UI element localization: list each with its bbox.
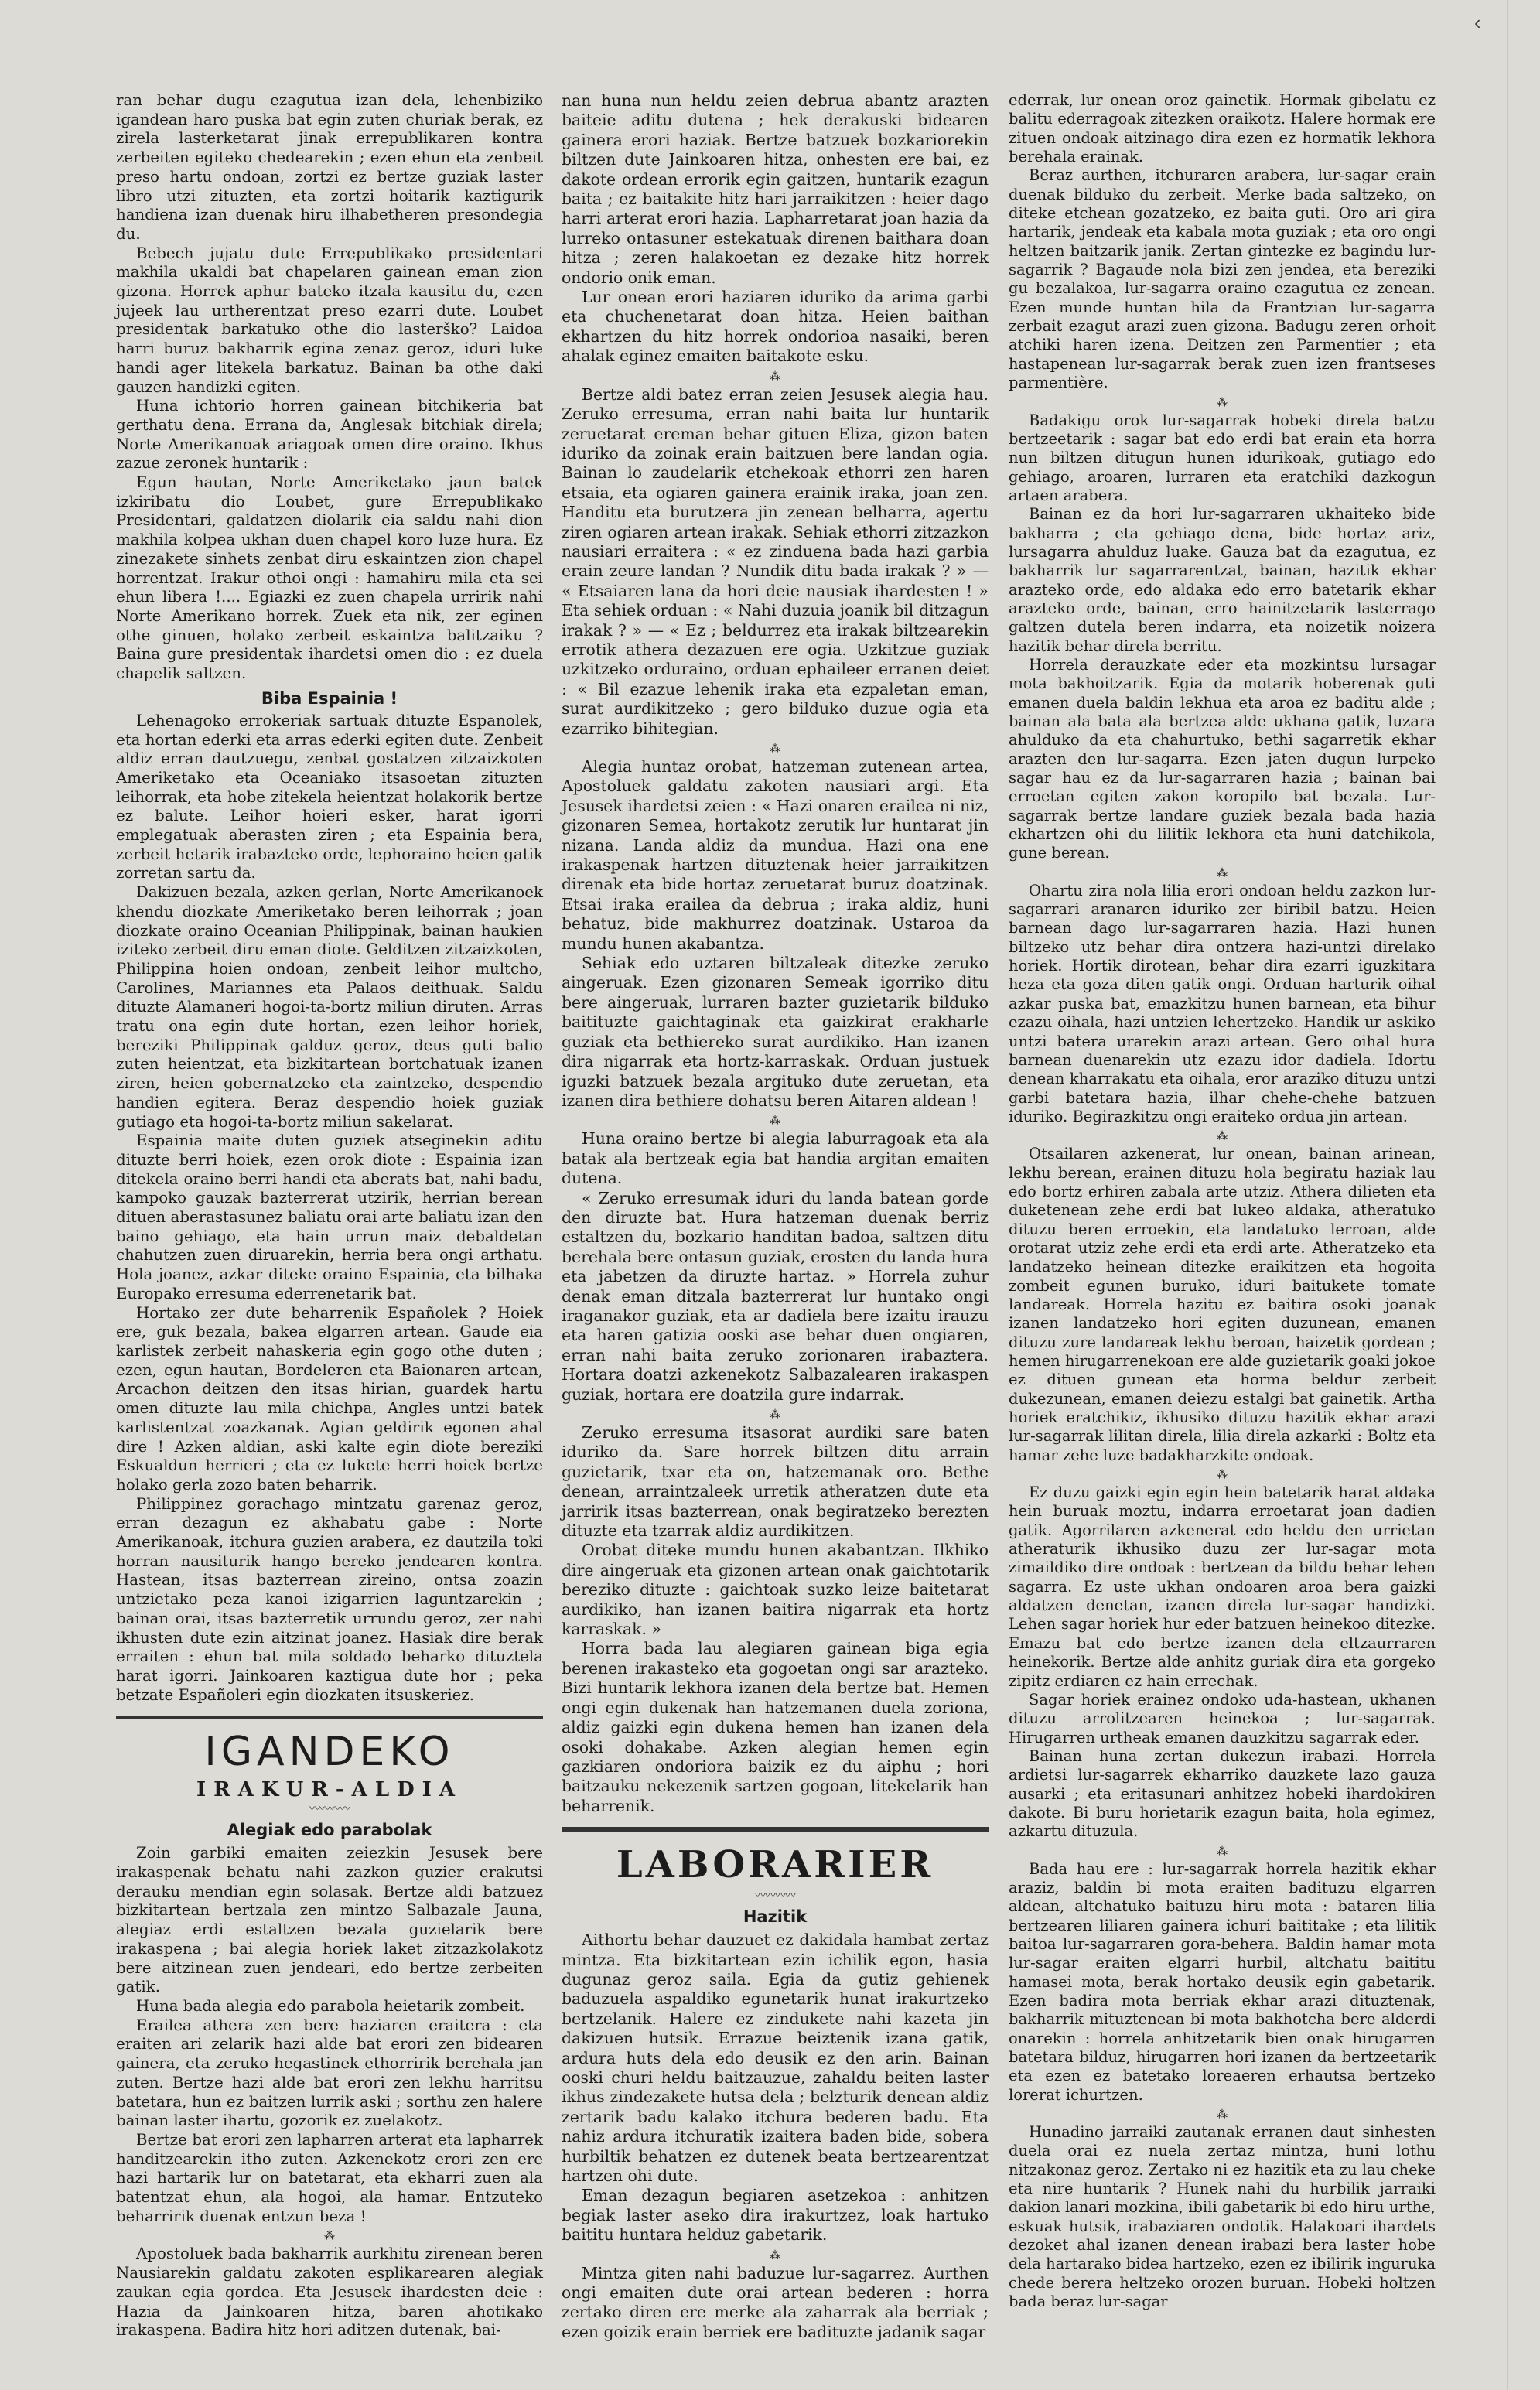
article-paragraph: Dakizuen bezala, azken gerlan, Norte Amerikanoek khendu diozkate Ameriketako beren leihorrak ; joan diozkate oraino Oceanian Philippinak, bainan haukien iziteko zerbeit diru eman diote. Gelditzen zitzaizkoten, Philippina hoien ondoan, zenbeit leihor multcho, Carolines, Mariannes eta Palaos deithuak. Saldu dituzte Alamaneri hogoi-ta-bortz miliun diruten. Arras tratu ona egin dute hortan, ezen leihor horiek, bereziki Philippinak galduz geroz, deus guti balio zuten heientzat, eta bizkitartean bortchatuak izanen ziren, heien gobernatzeko eta zaintzeko, despendio handien egitera. Beraz despendio hoiek guziak gutiago eta hogoi-ta-bortz miliun sakelarat. — [116, 883, 543, 1131]
decorative-swash: 〰〰〰〰 — [755, 1890, 795, 1903]
section-divider-asterism: ⁂ — [1217, 1469, 1228, 1482]
article-paragraph: Hortako zer dute beharrenik Españolek ? Hoiek ere, guk bezala, bakea elgarren artean. Gaude eia karlistek zerbeit nahaskeria egin gogo othe duten ; ezen, egun hautan, Bordeleren eta Baionaren artean, Arcachon deitzen den itsas hirian, guardek hartu omen dituzte lau mila chichpa, Angles untzi batek karlistentzat zoazkanak. Agian geldirik egonen ahal dire ! Azken aldian, aski kalte egin diote bereziki Eskualdun herrieri ; eta ez lukete herri hoiek bertze holako gerla zozo baten beharrik. — [116, 1303, 543, 1494]
section-divider-asterism: ⁂ — [770, 1408, 780, 1421]
article-paragraph: Sehiak edo uztaren biltzaleak ditezke zeruko aingeruak. Ezen gizonaren Semeak igorriko ditu bere aingeruak, lurraren bazter guzietarik bilduko baitituzte gaichtaginak eta gaizkirat erakharle guziak eta bethiereko surat aurdikiko. Han izanen dira nigarrak eta hortz-karraskak. Orduan justuek iguzki batzuek bezala argituko dute zeruetan, eta izanen dira bethiere dohatsu beren Aitaren aldean ! — [562, 954, 989, 1110]
article-paragraph: Lur onean erori haziaren iduriko da arima garbi eta chuchenetarat doan hitza. Heien baithan ekhartzen du hitz horrek ondorioa nasaiki, beren ahalak eginez emaiten baitakote esku. — [562, 288, 989, 366]
section-divider-asterism: ⁂ — [770, 1115, 780, 1128]
article-paragraph: Bertze aldi batez erran zeien Jesusek alegia hau. Zeruko erresuma, erran nahi baita lur huntarik zeruetarat ereman behar gituen Eliza, gizon baten iduriko da zoinak erain baitzuen bere landan ogia. Bainan lo zaudelarik etchekoak ethorri zen haren etsaia, eta ogiaren gainera erainik iraka, joan zen. Handitu eta burutzera jin zenean belharra, agertu ziren ogiaren artean irakak. Sehiak ethorri zitzazkon nausiari erraitera : « ez zinduena bada hazi garbia erain zeure landan ? Nundik ditu bada irakak ? » — « Etsaiaren lana da hori deie nausiak ihardesten ! » Eta sehiek orduan : « Nahi duzuia joanik bil ditzagun irakak ? » — « Ez ; beldurrez eta irakak biltzearekin errotik athera dezazuen ere ogia. Uzkitzue guziak uzkitzeko orduraino, orduan ephaileer erranen deiet : « Bil ezazue lehenik iraka eta ezpaletan eman, surat aurdikitzeko ; gero bilduko duzue ogia eta ezarriko bihitegian. — [562, 384, 989, 738]
article-paragraph: Hunadino jarraiki zautanak erranen daut sinhesten duela orai ez nuela zertaz mintza, huni lothu nitzakonaz geroz. Zertako ni ez hazitik eta zu lau cheke eta nire huntarik ? Hunek nahi du hurbilik jarraiki dakion lanari mozkina, ibili gabetarik bi edo hiru urthe, eskuak hutsik, irabaziaren ondotik. Halakoari ihardets dezoket ahal izanen denean irabazi bera laster hobe dela hartarako bidea hartzeko, ezen ez ibilirik inguruka chede berera heltzeko orozen buruan. Hobeki holtzen bada beraz lur-sagar — [1009, 2123, 1436, 2311]
decorative-swash: 〰〰〰〰 — [309, 1803, 350, 1816]
article-paragraph: Aithortu behar dauzuet ez dakidala hambat zertaz mintza. Eta bizkitartean ezin ichilik egon, hasia dugunaz geroz saila. Egia da gutiz gehienek baduzuela aspaldiko egunetarik hunat irakurtzeko bertzelanik. Halere ez zindukete nahi kazeta jin dakizuen hutsik. Errazue beiztenik izana gatik, ardura huts dela edo deusik ez den arin. Bainan ooski churi heldu baitzauzue, zahaldu beiten laster ikhus zindezakete hutsa dela ; belzturik denean aldiz zertarik badu kalako itchura bederen badu. Eta nahiz ardura itchuratik izaitera baden bide, sobera hurbiltik behatzen ez dutenek beata bertzearentzat hartzen ohi dute. — [562, 1931, 989, 2185]
page-corner-mark: ‹ — [1474, 11, 1481, 34]
article-paragraph: Bebech jujatu dute Errepublikako presidentari makhila ukaldi bat chapelaren gainean eman zion gizona. Horrek aphur bateko itzala kausitu du, ezen jujeek lau urtherentzat preso ezarri dute. Loubet presidentak barkatuko othe dio lasterško? Laidoa harri buruz bakharrik egina zenaz geroz, iduri luke handi ager litekela barkatuz. Bainan ba othe daki gauzen handizki egiten. — [116, 244, 543, 396]
column-2 — [562, 91, 989, 2342]
article-paragraph: Huna bada alegia edo parabola heietarik zombeit. — [136, 1996, 525, 2015]
article-paragraph: Espainia maite duten guziek atseginekin aditu dituzte berri hoiek, ezen orok diote : Espainia izan ditekela oraino berri handi eta aberats bat, nahi badu, kampoko gauzak bazterrerat utzirik, herrian berean dituen aberastasunez baliatu orai arte baliatu izan den baino gehiago, eta hain urrun maiz debaldetan chahutzen zuen diruarekin, herria bera ongi arthatu. Hola joanez, azkar ditekе oraino Espainia, eta bilhaka Europako erresuma ederrenetarik bat. — [116, 1132, 543, 1303]
article-paragraph: ran behar dugu ezagutua izan dela, lehenbiziko igandean haro puska bat egin zuten churiak berak, ez zirela lasterketarat jinak errepublikaren kontra zerbeiten egiteko chedearekin ; ezen ehun eta zenbeit preso hartu ondoan, zortzi ez bertze guziak laster libro utzi zituzten, eta zortzi hoitarik kaztigurik handiena izan duenak hiru ilhabetheren presondegia du. — [116, 91, 543, 243]
section-masthead: IGANDEKO — [204, 1729, 455, 1776]
article-title: Hazitik — [743, 1907, 808, 1927]
section-divider-asterism: ⁂ — [1217, 2108, 1228, 2122]
article-paragraph: Egun hautan, Norte Ameriketako jaun batek izkiribatu dio Loubet, gure Errepublikako Presidentari, galdatzen diolarik eia saldu nahi dion makhila kolpea ukhan duen chapel koro luze hura. Ez zinezakete sinhets zenbat diru eskaintzen zion chapel horrentzat. Irakur othoi ongi : hamahiru mila eta sei ehun libera !.... Egiazki ez zuen chapela urririk nahi Norte Amerikano horrek. Zuek eta nik, zer eginen othe ginuen, holako zerbeit eskaintza balitzaiku ? Baina gure presidentak ihardetsi omen dio : ez duela chapelik saltzen. — [116, 473, 543, 683]
article-paragraph: Erailea athera zen bere haziaren eraitera : eta eraiten ari zelarik hazi alde bat erori zen bidearen gainera, eta zeruko hegastinek ethorririk berehala jan zuten. Bertze hazi alde bat erori zen lekhu harritsu batetara, hun ez baitzen lurrik aski ; sorthu zen halere bainan laster ihartu, gozorik ez zuelakotz. — [116, 2016, 543, 2130]
article-paragraph: Huna oraino bertze bi alegia laburragoak eta ala batak ala bertzeak egia bat handia argitan emaiten dutena. — [562, 1129, 989, 1188]
article-paragraph: Zeruko erresuma itsasorat aurdiki sare baten iduriko da. Sare horrek biltzen ditu arrain guzietarik, txar eta on, hatzemanak oro. Bethe denean, arraintzaleek urretik atheratzen dute eta jarririk itsas bazterrean, onak begiratzeko berezten dituzte eta tzarrak aldiz aurdikitzen. — [562, 1423, 989, 1541]
article-paragraph: Lehenagoko errokeriak sartuak dituzte Espanolek, eta hortan ederki eta arras ederki egiten dute. Zenbeit aldiz erran dautzuegu, zenbat gostatzen zitzaizkoten Ameriketako eta Oceaniako itsasoetan zituzten leihorrak, eta hobe zitekela heientzat holakorik bertze ez balute. Leihor hoieri esker, harat igorri emplegatuak aberasten ziren ; eta Espainia bera, zerbeit hetarik irabazteko orde, lephoraino heien gatik zorretan sartu da. — [116, 711, 543, 883]
article-paragraph: Alegia huntaz orobat, hatzeman zutenean artea, Apostoluek galdatu zakoten nausiari argi. Eta Jesusek ihardetsi zeien : « Hazi onaren erailea ni niz, gizonaren Semea, hortakotz zerutik lur huntarat jin nizana. Landa aldiz da mundua. Hazi ona ene irakaspenak hartzen dituztenak heier jarraikitzen direnak eta bide hortaz zeruetarat buruz doatzinak. Etsai iraka erailea da debrua ; iraka aldiz, huni behatuz, bide makhurrez doatzinak. Ustaroa da mundu hunen akabantza. — [562, 757, 989, 953]
article-paragraph: ederrak, lur onean oroz gainetik. Hormak gibelatu ez balitu ederragoak zitezken oraikotz. Halere hormak ere zituen ondoak aitzinago dira ezen ez hormatik lekhora berehala erainak. — [1009, 91, 1436, 166]
section-subtitle: IRAKUR-ALDIA — [196, 1778, 463, 1802]
article-paragraph: Ez duzu gaizki egin egin hein batetarik harat aldaka hein buruak moztu, indarra erroetarat joan dadien gatik. Agorrilaren azkenerat edo heldu den urrietan atheraturik ikhusiko duzu zer lur-sagar mota zimaildiko dire ondoak : bertzean da bildu behar lehen sagarra. Ez uste ukhan ondoaren aroa bera gaizki aldatzen denetan, izanen direla lur-sagar handizki. Lehen sagar horiek hur eder batzuen heinekoo ditezke. Emazu bat edo bertze izanen dela eltzaurraren heinekorik. Bertze alde anhitz guriak dira eta gorgeko zipitz erdiaren ez hain errechak. — [1009, 1484, 1436, 1690]
article-paragraph: Apostoluek bada bakharrik aurkhitu zirenean beren Nausiarekin galdatu zakoten esplikarearen alegiak zaukan egia gordea. Eta Jesusek ihardesten deie : Hazia da Jainkoaren hitza, baren ahotikako irakaspena. Badira hitz hori aditzen dutenak, bai- — [116, 2245, 543, 2340]
article-paragraph: Horrela derauzkate eder eta mozkintsu lursagar mota bakhoitzarik. Egia da motarik hoberenak guti emanen duela baldin lekhua eta aroa ez baditu alde ; bainan ala bata ala bertzea alde ukhana gatik, luzara ahulduko da eta chahurtuko, bethi sagarretik ekhar arazten den lur-sagarra. Ezen jaten dugun lurpeko sagar hau ez da lur-sagarraren hazia ; bainan bai erroetan egiten zakon koropilo bat bezala. Lur-sagarrak bertze landare guziek bezala bada hazia ekhartzen ohi du lilitik lekhora eta huni datchikola, gune berean. — [1009, 655, 1436, 862]
article-paragraph: Huna ichtorio horren gainean bitchikeria bat gerthatu dena. Errana da, Anglesak bitchiak direla; Norte Amerikanoak ariagoak omen dire oraino. Ikhus zazue zeronek huntarik : — [116, 397, 543, 473]
article-title: Alegiak edo parabolak — [227, 1821, 432, 1840]
section-divider-asterism: ⁂ — [1217, 866, 1228, 879]
article-paragraph: Philippinez gorachago mintzatu garenaz geroz, erran dezagun ez akhabatu gabe : Norte Amerikanoak, itchura guzien arabera, ez dautzila toki horran nausiturik hango bereko jendearen kontra. Hastean, itsas bazterrean zireino, ontsa zoazin untzietako peza kanoi izigarrien laguntzarekin ; bainan orai, itsas bazterretik urrundu geroz, zer nahi ikhusten dute ezin aitzinat joanez. Hasiak dire berak erraiten : ehun bat mila soldado beharko dituztela harat igorri. Jainkoaren kaztigua dute hor ; peka betzate Españoleri egin diozkaten itsuskeriez. — [116, 1494, 543, 1704]
article-paragraph: Sagar horiek erainez ondoko uda-hastean, ukhanen dituzu arrolitzearen heinekoa ; lur-sagarrak. Hirugarren urtheak emanen dauzkitzu sagarrak eder. — [1009, 1690, 1436, 1746]
article-paragraph: Horra bada lau alegiaren gainean biga egia berenen irakasteko eta gogoetan ongi sar arazteko. Bizi huntarik lekhora izanen dela bertze bat. Hemen ongi egin dukenak han hatzemanen duela zoriona, aldiz gaizki egin dukena hemen han izanen dela osoki dohakabe. Azken alegian hemen egin gazkiaren ondoriora baizik ez du aiphu ; hori baitzauku nekezenik sartzen gogoan, litekelarik han beharrenik. — [562, 1639, 989, 1815]
article-heading: Biba Espainia ! — [261, 688, 398, 708]
article-paragraph: Otsailaren azkenerat, lur onean, bainan arinean, lekhu berean, erainen dituzu hola begiratu haziak lau edo bortz erhiren zabala arte utziz. Athera dilieten eta duketenean zehe erdi bat lukeo aldaka, atheratuko dituzu beren erroekin, eta landatuko lerroan, alde orotarat utziz zehe erdi eta erdi arte. Atheratzeko eta landatzeko heinean ditezke eraikitzen eta hogoita zombeit egunen buruko, iduri baitukete tomate landareak. Horrela hazitu ez baitira osoki joanak izanen landatzeko hori egiten duzunean, emanen dituzu zure landareak lekhu beroan, haizetik gordean ; hemen hirugarrenekoan ere alde guzietarik goaki jokoe ez dituen gunean eta horma beldur zerbeit dukezunean, emanen deiezu estalgi bat gainetik. Artha horiek eratchikiz, ikhusiko dituzu hazitik ekhar arazi lur-sagarrak lilitan direla, lilia direla azkarki : Boltz eta hamar zehe luze badakharzkite ondoak. — [1009, 1145, 1436, 1464]
section-rule — [562, 1827, 989, 1832]
article-paragraph: Ohartu zira nola lilia erori ondoan heldu zazkon lur-sagarrari aranaren iduriko zer biribil batzu. Heien barnean dago lur-sagarraren hazia. Hazi hunen biltzeko utz behar dira ontzera hazi-untzi direlako horiek. Hortik dirotean, behar dira ezarri iguzkitara heza eta goza diten gatik ongi. Orduan harturik oihal azkar puska bat, emazkitzu hunen barnean, eta bihur ezazu oihala, hazi untzien lehertzeko. Handik ur askiko untzi batera urarekin arazi artean. Gero oihal hura barnean duenarekin utz ezazu idor dadiela. Idortu denean kharrakatu eta oihala, eror araziko dituzu untzi garbi batetara hazia, ilhar chehe-chehe batzuen iduriko. Begirazkitzu ongi eraiteko ordua jin artean. — [1009, 881, 1436, 1125]
section-divider-asterism: ⁂ — [1217, 1130, 1228, 1143]
article-paragraph: Beraz aurthen, itchuraren arabera, lur-sagar erain duenak bilduko du zerbeit. Merke bada saltzeko, on diteke etchean gozatzeko, ez baita guti. Oro ari gira hartarik, jendeak eta kabala mota guziak ; eta oro ongi heltzen baitzarik janik. Zertan gintezke ez bagindu lur-sagarrik ? Bagaude nola bizi zen jendea, eta bereziki gu bezalakoa, lur-sagarra oraino ezagutua ez zenean. Ezen munde huntan hila da Frantzian lur-sagarra zerbait ezagut arazi zuen gizona. Badugu zeren orhoit atchiki haren izena. Deitzen zen Parmentier ; eta hastapenean lur-sagarrak berak zuen izen frantseses parmentière. — [1009, 166, 1436, 392]
section-masthead: LABORARIER — [616, 1843, 934, 1887]
article-paragraph: nan huna nun heldu zeien debrua abantz arazten baiteie aditu dutena ; hek derakuski bidearen gainera erori haziak. Bertze batzuek bozkariorekin biltzen dute Jainkoaren hitza, onhesten ere bai, ez dakote ordean errorik egin gaitzen, huntarik ezagun baita ; ez baitakite hitz hari jarraikitzen : heier dago harri arterat erori hazia. Lapharretarat joan hazia da lurreko ontasuner estekatuak direnen baithara doan hitza ; zeren halakoetan ez dezake hitz horrek ondorio onik eman. — [562, 91, 989, 287]
article-paragraph: Orobat ditekе mundu hunen akabantzan. Ilkhiko dire aingeruak eta gizonen artean onak gaichtotarik bereziko dituzte : gaichtoak suzko leize baitetarat aurdikiko, han izanen baitira nigarrak eta hortz karraskak. » — [562, 1541, 989, 1639]
section-divider-asterism: ⁂ — [1217, 396, 1228, 409]
section-divider-asterism: ⁂ — [770, 743, 780, 755]
article-paragraph: Zoin garbiki emaiten zeiezkin Jesusek bere irakaspenak behatu nahi zazkon guzier erakutsi derauku mendian egin solasak. Bertze aldi batzuez bizkitartean bertzala zen mintzo Salbazale Jauna, alegiaz erdi estaltzen bezala guzielarik bere irakaspena ; bai alegia horiek laket zitzazkolakotz bere aitzinean zuen jendeari, edo bertze zerbeiten gatik. — [116, 1844, 543, 1996]
article-paragraph: Bada hau ere : lur-sagarrak horrela hazitik ekhar araziz, baldin bi mota eraiten badituzu elgarren aldean, altchatuko baituzu hiru mota : bataren lilia bertzearen liliaren gainera ichuri baititake ; eta lilitik baitoa lur-sagarraren gora-behera. Baldin hamar mota lur-sagar eraiten elgarri hurbil, altchatu baititu hamasei mota, berak hortako deusik egin gabetarik. Ezen badira mota berriak ekhar arazi dituztenak, bakharrik mituztenean bi mota bakhotcha bere alderdi onarekin : horrela anhitzetarik bien onak hirugarren batetara bilduz, hirugarren hori izanen da bertzeetarik eta ezen ez batetako loreaeren erhautsa bertzeko lorerat ichurtzen. — [1009, 1859, 1436, 2104]
article-paragraph: Bainan ez da hori lur-sagarraren ukhaiteko bide bakharra ; eta gehiago dena, bide hortaz ariz, lursagarra ahulduz luake. Gauza bat da ezagutua, ez bakharrik lur sagarrarentzat, bainan, hazitik ekhar arazteko orde, edo aldaka edo erro batetarik ekhar arazteko orde, bainan, erro hainitzetarik lasterrago galtzen dutela beren indarra, eta noizetik noizera hazitik behar direla berritu. — [1009, 505, 1436, 655]
section-divider-asterism: ⁂ — [324, 2230, 335, 2243]
column-1 — [116, 91, 543, 2340]
column-3 — [1009, 91, 1436, 2312]
article-paragraph: Bertze bat erori zen lapharren arterat eta lapharrek handitzearekin itho zuten. Azkenekotz erori zen ere hazi hartarik lur on batetarat, eta ekharri zuen ala batentzat ehun, ala hogoi, ala hamar. Entzuteko beharririk duenak entzun beza ! — [116, 2130, 543, 2225]
article-paragraph: « Zeruko erresumak iduri du landa batean gorde den diruzte bat. Hura hatzeman duenak berriz estaltzen du, bozkario handitan badoa, saltzen ditu berehala bere ontasun guziak, erosten du landa hura eta jabetzen da diruzte hartaz. » Horrela zuhur denak eman ditzala bazterrerat lur huntako ongi iraganakor guziak, eta ar dadiela bere izaitu irauzu eta haren gatizia ooski ase behar duen ongiaren, erran nahi baita zeruko zorionaren irabaztera. Hortara doatzi azkenekotz Salbazalearen irakaspen guziak, hortara ere doatzila gure indarrak. — [562, 1188, 989, 1404]
article-paragraph: Bainan huna zertan dukezun irabazi. Horrela ardietsi lur-sagarrek ekharriko dauzkete lazo gauza ausarki ; eta eritasunari anhitzez hobeki ihardokiren dakote. Bi buru horietarik ezagun baita, hola egimez, azkartu dituzula. — [1009, 1746, 1436, 1841]
article-paragraph: Eman dezagun begiaren asetzekoa : anhitzen begiak laster aseko dira irakurtzez, loak hartuko baititu huntara helduz gabetarik. — [562, 2186, 989, 2245]
section-divider-asterism: ⁂ — [770, 370, 780, 383]
section-divider-asterism: ⁂ — [1217, 1845, 1228, 1858]
section-rule — [116, 1716, 543, 1719]
article-paragraph: Mintza giten nahi baduzue lur-sagarrez. Aurthen ongi emaiten dute orai artean bederen : horra zertako diren ere merke ala zaharrak ala berriak ; ezen goizik erain berriek ere badituzte jadanik sagar — [562, 2263, 989, 2341]
section-divider-asterism: ⁂ — [770, 2248, 780, 2262]
article-paragraph: Badakigu orok lur-sagarrak hobeki direla batzu bertzeetarik : sagar bat edo erdi bat erain eta horra nun biltzen ditugun hunen idurikoak, gutiago edo gehiago, aroaren, lurraren eta eratchiki dazkogun artaen arabera. — [1009, 411, 1436, 504]
